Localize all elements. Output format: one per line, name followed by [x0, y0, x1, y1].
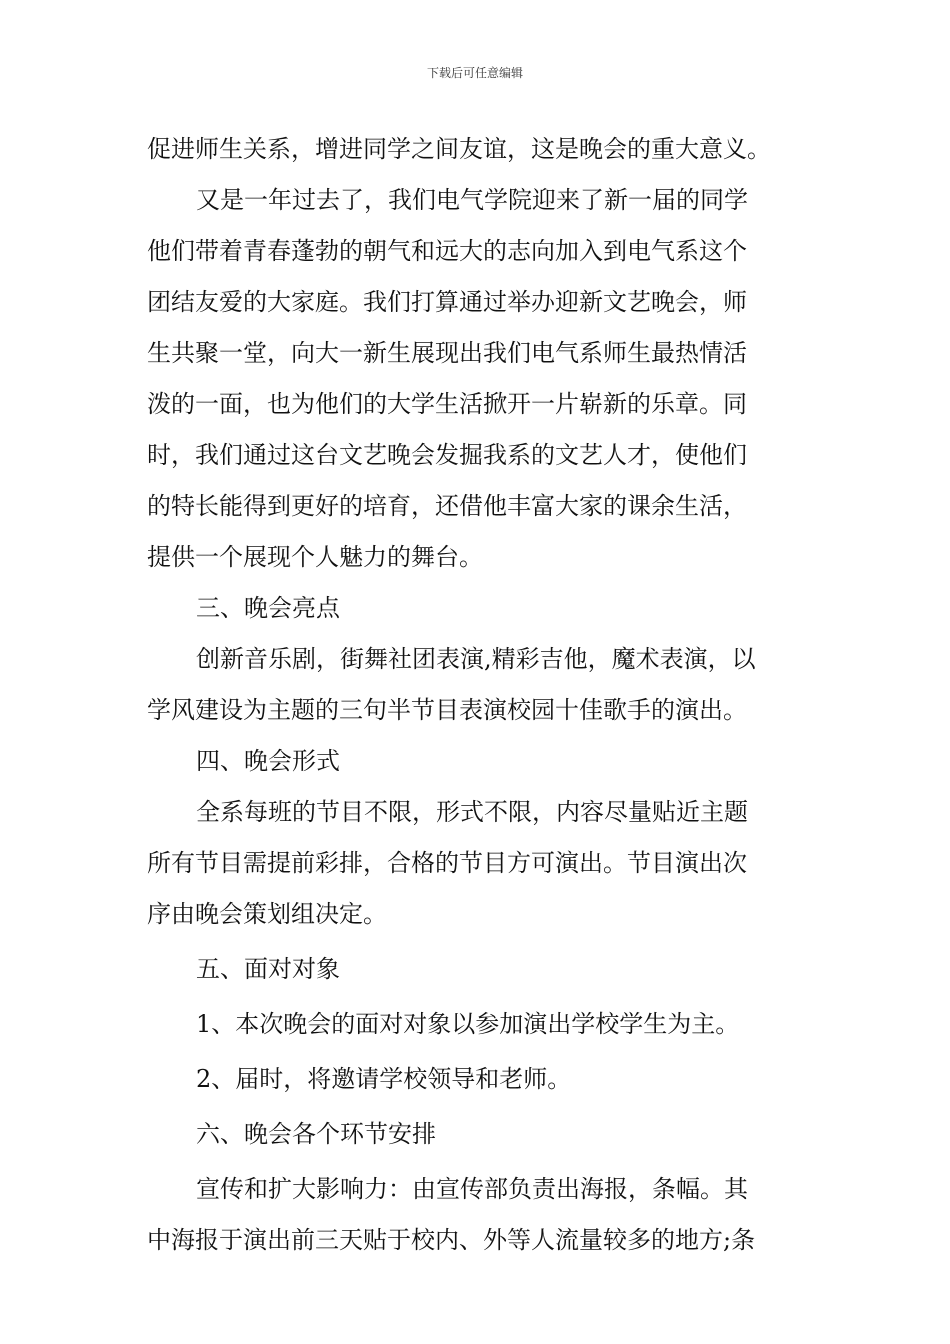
page-header-note: 下载后可任意编辑 [426, 66, 523, 80]
section-heading-format: 四、晚会形式 [196, 747, 340, 775]
paragraph-line: 生共聚一堂，向大一新生展现出我们电气系师生最热情活 [147, 339, 747, 367]
paragraph-line: 中海报于演出前三天贴于校内、外等人流量较多的地方;条 [147, 1226, 756, 1254]
paragraph-line: 提供一个展现个人魅力的舞台。 [147, 543, 483, 571]
paragraph-line: 他们带着青春蓬勃的朝气和远大的志向加入到电气系这个 [147, 237, 747, 265]
section-heading-audience: 五、面对对象 [196, 955, 340, 983]
paragraph-line: 宣传和扩大影响力：由宣传部负责出海报，条幅。其 [196, 1175, 748, 1203]
paragraph-line: 序由晚会策划组决定。 [147, 900, 387, 928]
paragraph-line: 促进师生关系，增进同学之间友谊，这是晚会的重大意义。 [147, 135, 771, 163]
paragraph-line: 又是一年过去了，我们电气学院迎来了新一届的同学 [196, 186, 748, 214]
paragraph-line: 学风建设为主题的三句半节目表演校园十佳歌手的演出。 [147, 696, 747, 724]
paragraph-line: 创新音乐剧，街舞社团表演,精彩吉他，魔术表演，以 [196, 645, 756, 673]
section-heading-schedule: 六、晚会各个环节安排 [196, 1120, 436, 1148]
list-item: 2、届时，将邀请学校领导和老师。 [196, 1065, 572, 1093]
list-item: 1、本次晚会的面对对象以参加演出学校学生为主。 [196, 1010, 740, 1038]
paragraph-line: 团结友爱的大家庭。我们打算通过举办迎新文艺晚会，师 [147, 288, 747, 316]
paragraph-line: 的特长能得到更好的培育，还借他丰富大家的课余生活， [147, 492, 747, 520]
paragraph-line: 泼的一面，也为他们的大学生活掀开一片崭新的乐章。同 [147, 390, 747, 418]
paragraph-line: 全系每班的节目不限，形式不限，内容尽量贴近主题 [196, 798, 748, 826]
document-body [147, 124, 809, 1266]
paragraph-line: 所有节目需提前彩排，合格的节目方可演出。节目演出次 [147, 849, 747, 877]
section-heading-highlights: 三、晚会亮点 [196, 594, 340, 622]
paragraph-line: 时，我们通过这台文艺晚会发掘我系的文艺人才，使他们 [147, 441, 747, 469]
